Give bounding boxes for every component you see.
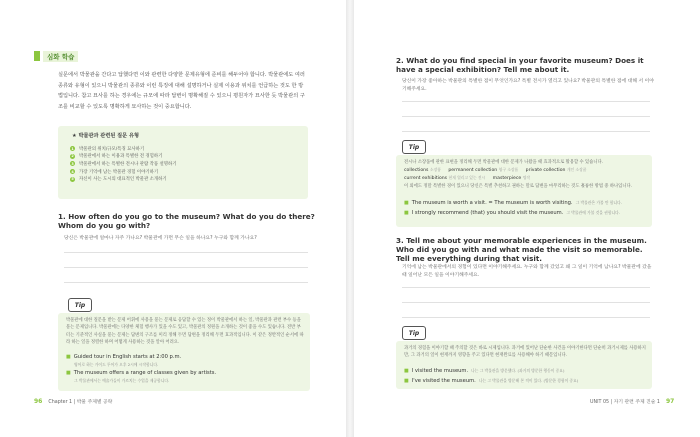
example-text: I've visited the museum. bbox=[411, 378, 476, 384]
tip-example-1 bbox=[404, 200, 622, 206]
footer-text: UNIT 05 | 자기 관련 주제 진술 1 bbox=[590, 400, 660, 405]
answer-line bbox=[402, 131, 650, 132]
question-2-translation: 당신이 가장 좋아하는 박물관의 특별한 점이 무엇인가요? 특별 전시가 열리고 있나요? 박물관의 특별한 점에 대해 서 이야기해주세요. bbox=[402, 79, 654, 92]
page-number: 97 bbox=[665, 398, 675, 405]
vocab-line-1 bbox=[404, 167, 592, 173]
item-number: 2 bbox=[71, 154, 74, 159]
example-translation: 나는 그 박물관을 방문해 본 적이 있다. (방문한 경험이 중요) bbox=[478, 378, 579, 383]
tip-example-2 bbox=[404, 378, 578, 384]
example-text: I strongly recommend (that) you should visit the museum. bbox=[411, 210, 564, 216]
page-footer bbox=[34, 398, 112, 405]
example-text: Guided tour in English starts at 2:00 p.m. bbox=[73, 354, 182, 360]
item-text: 박물관에서 하는 특별한 전시나 관람 작품 설명하기 bbox=[79, 161, 177, 167]
vocab-meaning: 소장품 bbox=[429, 167, 441, 172]
bullet-icon: ■ bbox=[404, 200, 409, 206]
vocab-meaning: 현재 열리고 있는 전시 bbox=[448, 175, 486, 180]
tip-box bbox=[396, 341, 652, 389]
tip-example-1 bbox=[404, 368, 564, 374]
tip-box bbox=[58, 313, 310, 391]
vocab-term: private collection bbox=[525, 168, 566, 173]
tip-example-1 bbox=[66, 354, 181, 360]
vocab-meaning: 명작 bbox=[522, 175, 531, 180]
question-types-box bbox=[58, 126, 308, 199]
tip-text: 전시나 소장품에 관한 표현을 정리해 두면 박물관에 대한 문제가 나왔을 때 효과적으로 활용할 수 있습니다. bbox=[404, 160, 603, 165]
tip-badge: Tip bbox=[402, 140, 426, 154]
page-number: 96 bbox=[34, 398, 43, 405]
section-marker bbox=[34, 51, 40, 61]
item-number: 5 bbox=[71, 177, 74, 182]
item-number: 1 bbox=[71, 146, 74, 151]
bullet-icon: ■ bbox=[66, 354, 71, 360]
example-translation: 그 박물관에 가볼 것을 권합니다. bbox=[566, 210, 621, 215]
page-footer bbox=[590, 398, 674, 405]
section-title: 심화 학습 bbox=[43, 51, 78, 62]
question-1: 1. How often do you go to the museum? What do you do there? Whom do you go with? bbox=[58, 212, 315, 230]
vocab-term: collections bbox=[404, 168, 429, 173]
list-item bbox=[70, 145, 176, 153]
footer-text: Chapter 1 | 박물 주제별 공략 bbox=[48, 400, 113, 405]
vocab-term: current exhibitions bbox=[404, 176, 448, 181]
question-1-translation: 당신은 박물관에 얼마나 자주 가나요? 박물관에 가면 무슨 일을 하나요? 누구와 함께 가나요? bbox=[64, 236, 257, 241]
item-text: 가장 기억에 남는 박물관 경험 이야기하기 bbox=[79, 169, 159, 175]
vocab-meaning: 영구 소장품 bbox=[498, 167, 519, 172]
vocab-term: permanent collection bbox=[448, 168, 498, 173]
tip-example-2 bbox=[404, 210, 620, 216]
question-types-title: ★ 박물관과 관련된 질문 유형 bbox=[72, 133, 139, 139]
question-3-translation: 기억에 남는 박물관에서의 경험이 있다면 이야기해주세요. 누구와 함께 갔었고 왜 그 일이 기억에 남나요? 박물관에 갔을 때 일어난 모든 일을 이야기해주세요. bbox=[402, 265, 652, 278]
bullet-icon: ■ bbox=[404, 378, 409, 384]
left-page bbox=[0, 0, 346, 437]
answer-line bbox=[64, 282, 308, 283]
tip-badge: Tip bbox=[68, 298, 92, 312]
answer-line bbox=[402, 101, 650, 102]
answer-line bbox=[402, 317, 650, 318]
tip-text: 과거의 경험을 이야기할 때 주의할 것은 바로 시제입니다. 과거에 있어난 단순한 사건을 이야기한다면 단순히 과거시제를 사용하지만, 그 과거의 일이 현재까지 영향을 주고 있다면 현재완료를 사용해야 하기 때문입니다. bbox=[404, 346, 646, 359]
item-text: 자신이 사는 도시의 대표적인 박물관 소개하기 bbox=[79, 177, 167, 183]
vocab-line-2 bbox=[404, 175, 536, 181]
bullet-icon: ■ bbox=[404, 368, 409, 374]
answer-line bbox=[402, 116, 650, 117]
tip-example-2 bbox=[66, 370, 216, 376]
tip-text: 박물관에 대한 질문을 받는 문제 어휘에 사용을 묻는 문제로 응답할 수 있는 정이 박물관에서 하는 일, 박물관과 관련 부수 등을 묻는 문제입니다. 박물관에는 다양한 체험 행사가 있을 수도 있고, 박물관의 정원을 소개하는 것이 좋을 수도 있습니다. 전반 부터는 기준적인 사실을 묻는 문제는 답변의 구조를 미리 정해 두면 답변을 정리해 두면 효과적입니다. 이 같은 정반적인 순서에 따라 하는 일을 정렬한 하며 어떻게 사용하는 것을 알아 어려요. bbox=[66, 318, 304, 346]
example-text: The museum offers a range of classes given by artists. bbox=[73, 370, 217, 376]
tip-badge: Tip bbox=[402, 326, 426, 340]
question-types-list bbox=[70, 145, 176, 183]
tip-example-1-translation: 영어로 하는 가이드 투어가 오후 2시에 시작합니다. bbox=[74, 362, 159, 367]
question-3: 3. Tell me about your memorable experiences in the museum. Who did you go with and what made the visit so memorable. Tell me everything during that visit. bbox=[396, 236, 647, 263]
answer-line bbox=[402, 302, 650, 303]
bullet-icon: ■ bbox=[404, 210, 409, 216]
example-translation: 나는 그 박물관을 방문했다. (과거의 방문한 행동이 중요) bbox=[471, 368, 565, 373]
vocab-meaning: 개인 소장품 bbox=[566, 167, 587, 172]
list-item bbox=[70, 168, 176, 176]
section-header bbox=[34, 50, 78, 62]
item-number: 3 bbox=[71, 161, 74, 166]
item-text: 박물관에서 하는 이용과 특별한 전 경험하기 bbox=[79, 154, 163, 160]
example-text: I visited the museum. bbox=[411, 368, 469, 374]
list-item bbox=[70, 175, 176, 183]
tip-text-extra: 이 외에도 정말 특별한 경이 있으니 당신은 특별 추천하고 권하는 말로 답변을 마무리하는 것도 훌륭한 방법 중 하나입니다. bbox=[404, 184, 632, 189]
intro-paragraph: 실문에서 박물관을 간다고 답했다면 이와 관련한 다양한 문제유형에 준비를 해두어야 합니다. 박물관에도 여러 종류와 유형이 있으니 박물관의 종류와 이런 특징에 대해 설명하거나 실제 이용과 위치를 언급하는 것도 한 방법입니다. 참고 묘사를 하는 경우에는 규모에 따라 답변이 명확해질 수 있으니 평원자가 묘사한 듯 박물관의 구조를 비교할 수 있도록 명확하게 묘사하는 것이 중요합니다. bbox=[58, 72, 305, 110]
item-text: 박물관의 위치/규모/특징 묘사하기 bbox=[79, 146, 145, 152]
answer-line bbox=[64, 252, 308, 253]
bullet-icon: ■ bbox=[66, 370, 71, 376]
question-2: 2. What do you find special in your favorite museum? Does it have a special exhibition? Tell me about it. bbox=[396, 56, 644, 74]
example-text: The museum is worth a visit. = The museum is worth visiting. bbox=[411, 200, 573, 206]
book-gutter bbox=[346, 0, 354, 437]
list-item bbox=[70, 153, 176, 161]
list-item bbox=[70, 160, 176, 168]
vocab-term: masterpiece bbox=[492, 176, 522, 181]
answer-line bbox=[64, 267, 308, 268]
tip-example-2-translation: 그 박물관에서는 예술가들이 가르치는 수업을 제공합니다. bbox=[74, 378, 170, 383]
example-translation: 그 박물관은 가볼 만 합니다. bbox=[575, 200, 622, 205]
tip-box bbox=[396, 155, 652, 227]
answer-line bbox=[402, 287, 650, 288]
item-number: 4 bbox=[71, 169, 74, 174]
right-page bbox=[354, 0, 700, 437]
